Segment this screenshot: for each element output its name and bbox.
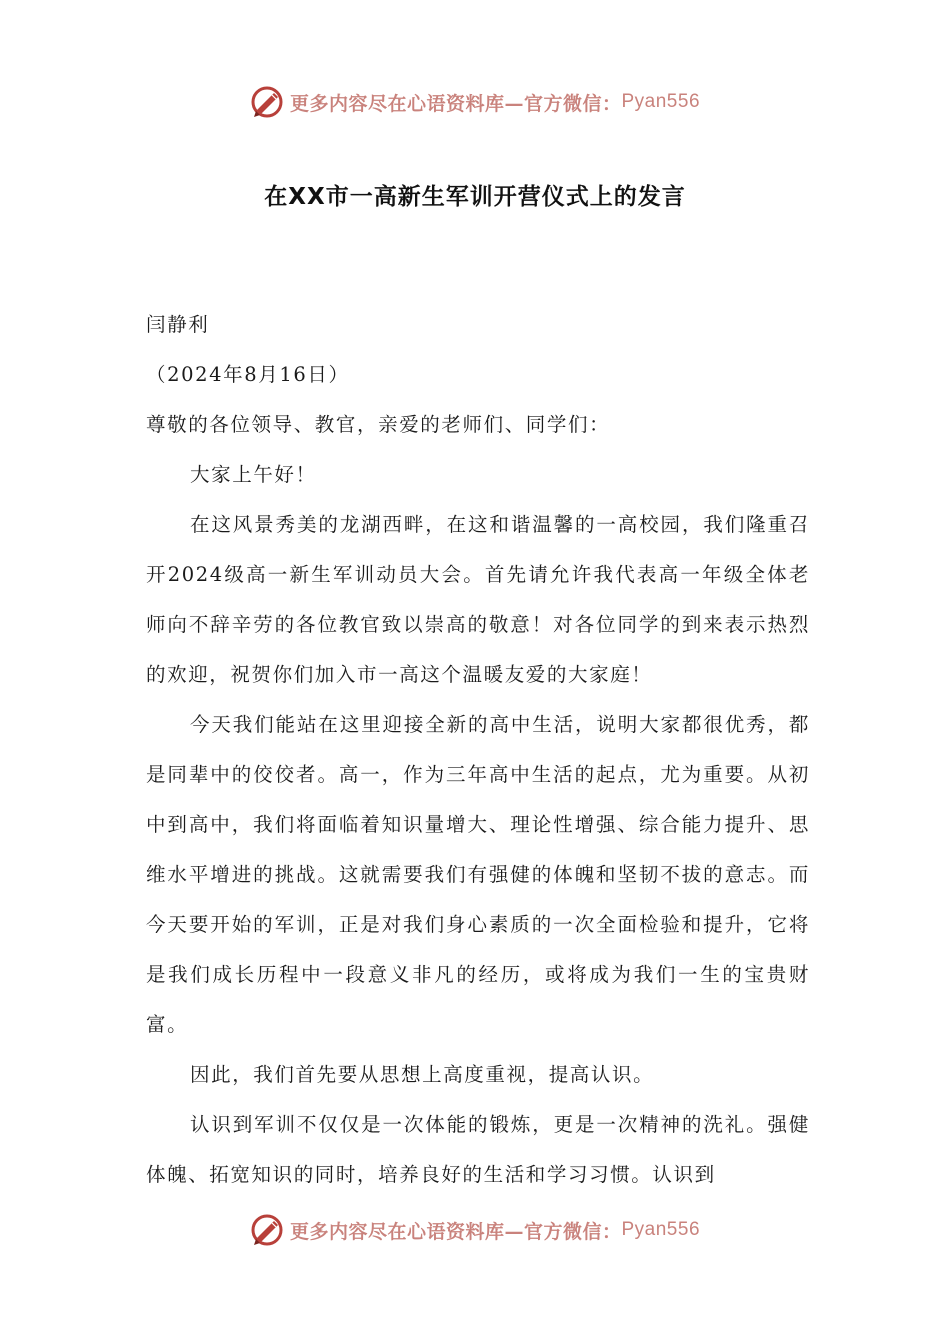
watermark-wechat-id: Pyan556 (621, 1219, 701, 1240)
watermark-wechat-id: Pyan556 (621, 91, 701, 112)
pen-logo-icon (250, 85, 284, 119)
paragraph: 今天我们能站在这里迎接全新的高中生活，说明大家都很优秀，都是同辈中的佼佼者。高一，作为三年高中生活的起点，尤为重要。从初中到高中，我们将面临着知识量增大、理论性增强、综合能力提升、思维水平增进的挑战。这就需要我们有强健的体魄和坚韧不拔的意志。而今天要开始的军训，正是对我们身心素质的一次全面检验和提升，它将是我们成长历程中一段意义非凡的经历，或将成为我们一生的宝贵财富。 (146, 713, 810, 1036)
paragraph: 在这风景秀美的龙湖西畔，在这和谐温馨的一高校园，我们隆重召开2024级高一新生军训动员大会。首先请允许我代表高一年级全体老师向不辞辛劳的各位教官致以崇高的敬意！对各位同学的到来表示热烈的欢迎，祝贺你们加入市一高这个温暖友爱的大家庭！ (146, 513, 810, 686)
pen-logo-icon (250, 1213, 284, 1247)
author-name: 闫静利 (146, 313, 210, 336)
paragraph: 认识到军训不仅仅是一次体能的锻炼，更是一次精神的洗礼。强健体魄、拓宽知识的同时，培养良好的生活和学习习惯。认识到 (146, 1113, 810, 1186)
document-title: 在XX市一高新生军训开营仪式上的发言 (264, 184, 686, 210)
salutation: 尊敬的各位领导、教官，亲爱的老师们、同学们： (146, 413, 611, 436)
watermark-text: 更多内容尽在心语资料库—官方微信： (289, 92, 622, 115)
paragraph: 因此，我们首先要从思想上高度重视，提高认识。 (190, 1063, 655, 1086)
greeting: 大家上午好！ (190, 463, 317, 486)
document-body (146, 300, 810, 1200)
speech-date: （2024年8月16日） (146, 363, 350, 386)
watermark-header (0, 82, 950, 122)
watermark-footer (0, 1210, 950, 1250)
watermark-text: 更多内容尽在心语资料库—官方微信： (289, 1220, 622, 1243)
